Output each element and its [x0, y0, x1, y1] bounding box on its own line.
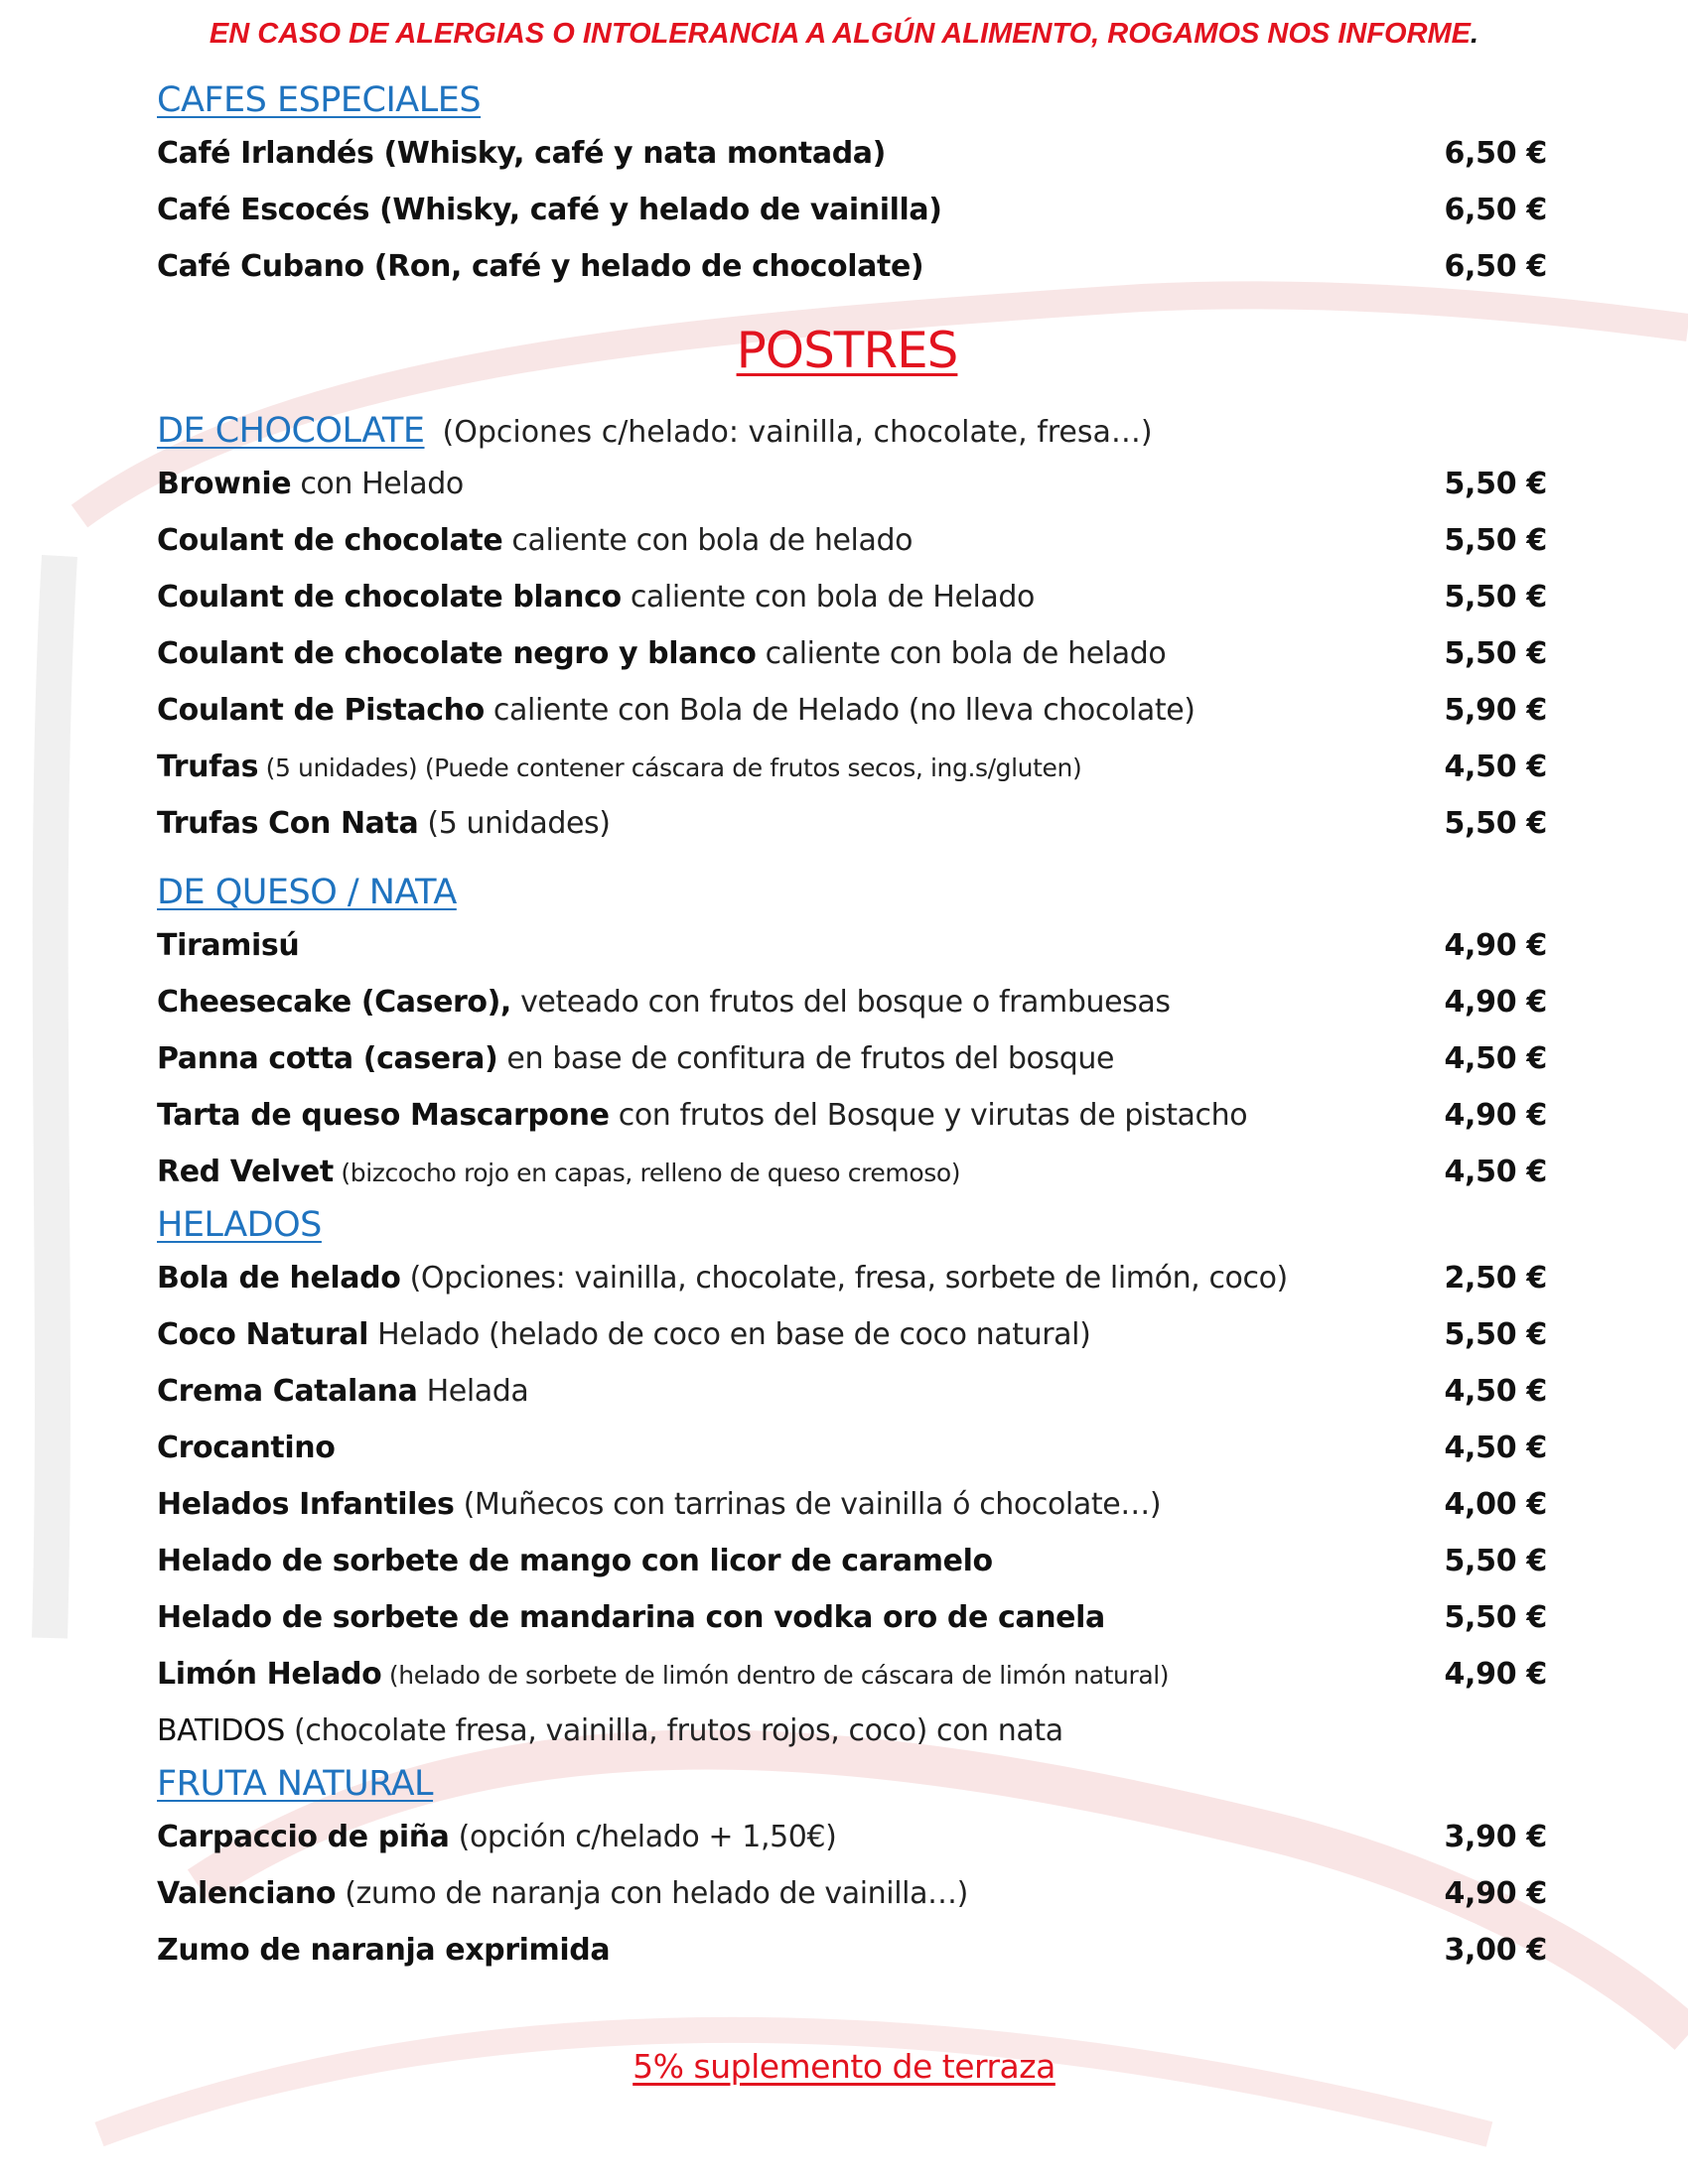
allergy-notice: EN CASO DE ALERGIAS O INTOLERANCIA A ALGÚN ALIMENTO, ROGAMOS NOS INFORME.: [209, 18, 1479, 50]
menu-item: Helados Infantiles (Muñecos con tarrinas de vainilla ó chocolate…) 4,00 €: [157, 1487, 1547, 1522]
section-heading-fruta: FRUTA NATURAL: [157, 1764, 434, 1804]
menu-item: Panna cotta (casera) en base de confitura de frutos del bosque 4,50 €: [157, 1041, 1547, 1076]
chocolate-options-note: (Opciones c/helado: vainilla, chocolate, fresa…): [442, 415, 1153, 450]
menu-item: Tiramisú 4,90 €: [157, 928, 1547, 963]
menu-item: Brownie con Helado 5,50 €: [157, 467, 1547, 501]
menu-item: Helado de sorbete de mandarina con vodka oro de canela 5,50 €: [157, 1600, 1547, 1635]
menu-item: Crocantino 4,50 €: [157, 1431, 1547, 1465]
menu-item: Coulant de chocolate blanco caliente con bola de Helado 5,50 €: [157, 580, 1547, 614]
menu-item: Valenciano (zumo de naranja con helado de vainilla…) 4,90 €: [157, 1876, 1547, 1911]
terrace-surcharge-note: 5% suplemento de terraza: [633, 2047, 1055, 2086]
menu-item: Limón Helado (helado de sorbete de limón dentro de cáscara de limón natural) 4,90 €: [157, 1657, 1547, 1692]
menu-item: Coulant de chocolate negro y blanco caliente con bola de helado 5,50 €: [157, 636, 1547, 671]
section-heading-chocolate: DE CHOCOLATE (Opciones c/helado: vainilla, chocolate, fresa…): [157, 406, 1547, 456]
menu-item: Crema Catalana Helada 4,50 €: [157, 1374, 1547, 1409]
menu-item: Red Velvet (bizcocho rojo en capas, relleno de queso cremoso) 4,50 €: [157, 1155, 1547, 1189]
menu-item: Trufas Con Nata (5 unidades) 5,50 €: [157, 806, 1547, 841]
menu-item: Coulant de chocolate caliente con bola de helado 5,50 €: [157, 523, 1547, 558]
menu-content: [157, 75, 1547, 1979]
section-heading-queso: DE QUESO / NATA: [157, 873, 457, 912]
menu-item: Bola de helado (Opciones: vainilla, chocolate, fresa, sorbete de limón, coco) 2,50 €: [157, 1261, 1547, 1296]
postres-title: POSTRES: [736, 322, 958, 379]
menu-item: Café Cubano (Ron, café y helado de chocolate) 6,50 €: [157, 249, 1547, 284]
menu-item: Café Escocés (Whisky, café y helado de vainilla) 6,50 €: [157, 193, 1547, 227]
menu-item: BATIDOS (chocolate fresa, vainilla, frutos rojos, coco) con nata: [157, 1713, 1063, 1748]
menu-item: Coco Natural Helado (helado de coco en base de coco natural) 5,50 €: [157, 1317, 1547, 1352]
section-heading-cafes: CAFES ESPECIALES: [157, 80, 482, 120]
menu-item: Zumo de naranja exprimida 3,00 €: [157, 1933, 1547, 1968]
section-heading-helados: HELADOS: [157, 1205, 322, 1245]
menu-item: Tarta de queso Mascarpone con frutos del Bosque y virutas de pistacho 4,90 €: [157, 1098, 1547, 1133]
menu-item: Café Irlandés (Whisky, café y nata montada) 6,50 €: [157, 136, 1547, 171]
menu-item: Helado de sorbete de mango con licor de caramelo 5,50 €: [157, 1544, 1547, 1578]
menu-item: Carpaccio de piña (opción c/helado + 1,50€) 3,90 €: [157, 1820, 1547, 1854]
menu-item: Coulant de Pistacho caliente con Bola de Helado (no lleva chocolate) 5,90 €: [157, 693, 1547, 728]
menu-item: Cheesecake (Casero), veteado con frutos del bosque o frambuesas 4,90 €: [157, 985, 1547, 1020]
menu-item: Trufas (5 unidades) (Puede contener cáscara de frutos secos, ing.s/gluten) 4,50 €: [157, 750, 1547, 784]
